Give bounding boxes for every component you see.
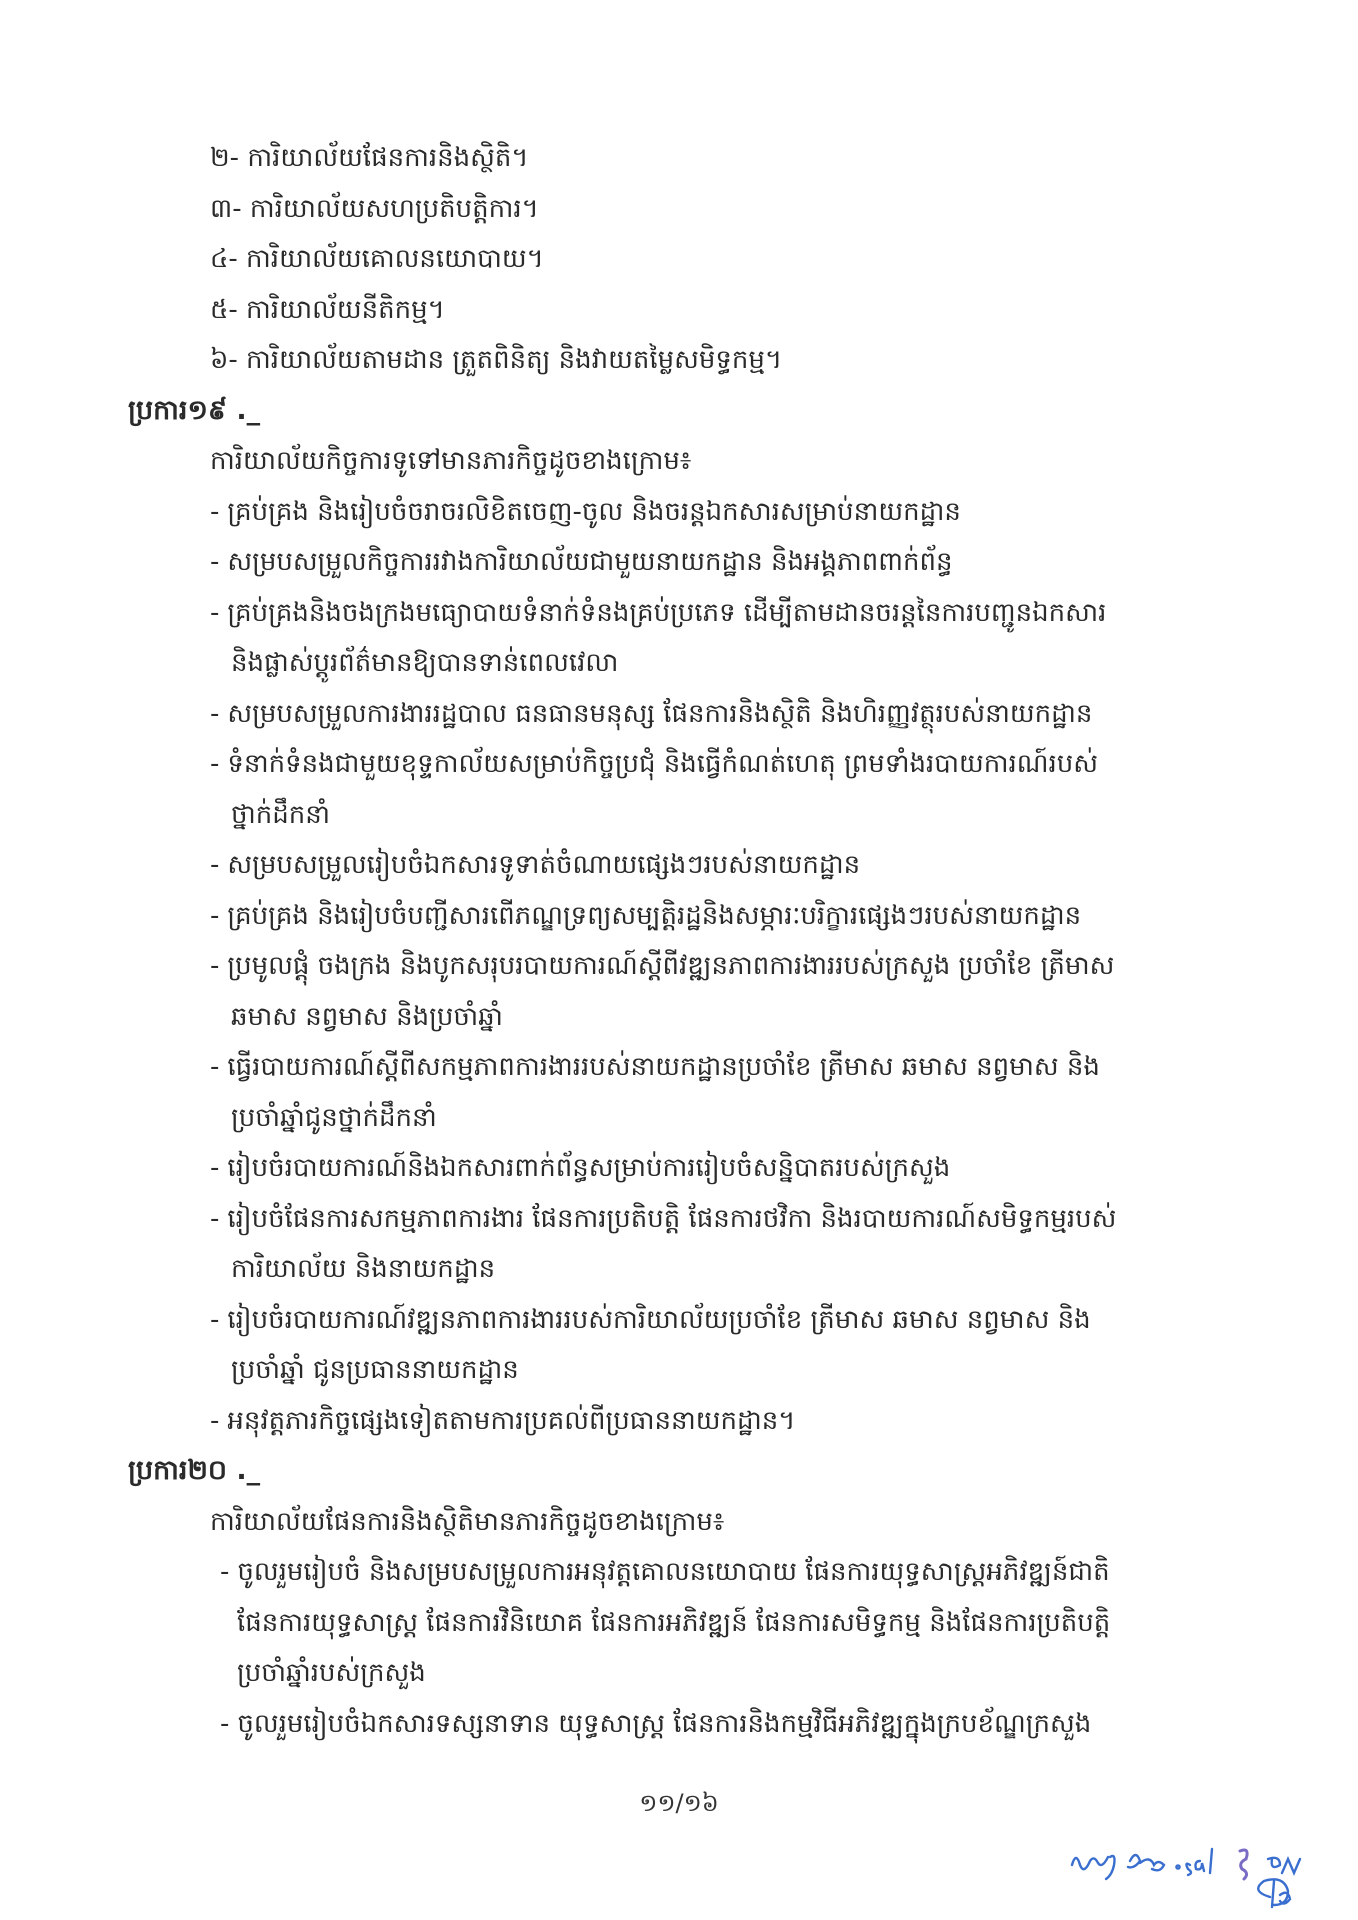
list-item-continuation [0, 638, 1358, 689]
article-intro [0, 1497, 1358, 1548]
list-item-continuation-text: ប្រចាំឆ្នាំរបស់ក្រសួង [237, 1658, 426, 1688]
list-item-continuation-text: ឆមាស នព្វមាស និងប្រចាំឆ្នាំ [231, 1001, 503, 1032]
list-item-continuation [0, 790, 1358, 841]
list-item-continuation-text: និងផ្លាស់ប្តូរព័ត៌មានឱ្យបានទាន់ពេលវេលា [231, 648, 619, 678]
list-item [0, 588, 1358, 639]
list-item-continuation-text: ផែនការយុទ្ធសាស្ត្រ ផែនការវិនិយោគ ផែនការអភិវឌ្ឍន៍ ផែនការសមិទ្ធកម្ម និងផែនការប្រតិបត្តិ [237, 1607, 1111, 1638]
page-number: ១១/១៦ [639, 1789, 719, 1817]
list-item [0, 1194, 1358, 1245]
list-item [0, 1396, 1358, 1447]
list-item-continuation-text: ប្រចាំឆ្នាំជូនថ្នាក់ដឹកនាំ [231, 1102, 437, 1133]
list-item-continuation [0, 1598, 1358, 1649]
list-item [0, 487, 1358, 538]
article-heading [0, 386, 1358, 437]
list-item [0, 1143, 1358, 1194]
list-item-continuation [0, 1093, 1358, 1144]
bullet-marker: - [220, 1557, 230, 1587]
numbered-item [0, 234, 1358, 285]
list-item [0, 1699, 1358, 1750]
bullet-marker: - [210, 850, 220, 880]
bullet-marker: - [210, 597, 220, 628]
list-item [0, 739, 1358, 790]
list-item [0, 840, 1358, 891]
list-item [0, 891, 1358, 942]
list-item [0, 1295, 1358, 1346]
list-item [0, 1547, 1358, 1598]
article-intro [0, 436, 1358, 487]
numbered-item-text: ៤- ការិយាល័យគោលនយោបាយ។ [210, 244, 544, 274]
list-item-text: ប្រមូលផ្តុំ ចងក្រង និងបូកសរុបរបាយការណ៍ស្តីពីវឌ្ឍនភាពការងាររបស់ក្រសួង ប្រចាំខែ ត្រីមាស [227, 951, 1115, 981]
document-body [0, 133, 1358, 1749]
bullet-marker: - [210, 698, 220, 729]
list-item [0, 537, 1358, 588]
list-item-text: រៀបចំរបាយការណ៍និងឯកសារពាក់ព័ន្ធសម្រាប់ការរៀបចំសន្និបាតរបស់ក្រសួង [227, 1153, 951, 1183]
bullet-marker: - [210, 951, 220, 981]
list-item-text: អនុវត្តភារកិច្ចផ្សេងទៀតតាមការប្រគល់ពីប្រធាននាយកដ្ឋាន។ [227, 1405, 796, 1436]
numbered-item-text: ២- ការិយាល័យផែនការនិងស្ថិតិ។ [210, 143, 529, 173]
list-item-continuation-text: ប្រចាំឆ្នាំ ជូនប្រធាននាយកដ្ឋាន [231, 1355, 519, 1385]
bullet-marker: - [210, 1052, 220, 1082]
list-item-continuation [0, 1244, 1358, 1295]
list-item-continuation [0, 1345, 1358, 1396]
list-item-text: គ្រប់គ្រងនិងចងក្រងមធ្យោបាយទំនាក់ទំនងគ្រប់ប្រភេទ ដើម្បីតាមដានចរន្តនៃការបញ្ជូនឯកសារ [227, 597, 1107, 628]
list-item-text: គ្រប់គ្រង និងរៀបចំបញ្ជីសារពើភណ្ឌទ្រព្យសម្បត្តិរដ្ឋនិងសម្ភារៈបរិក្ខារផ្សេងៗរបស់នាយកដ្ឋាន [227, 900, 1082, 931]
list-item-text: ចូលរួមរៀបចំ និងសម្របសម្រួលការអនុវត្តគោលនយោបាយ ផែនការយុទ្ធសាស្ត្រអភិវឌ្ឍន៍ជាតិ [237, 1557, 1110, 1587]
list-item-continuation-text: ថ្នាក់ដឹកនាំ [231, 799, 331, 830]
list-item-text: គ្រប់គ្រង និងរៀបចំចរាចរលិខិតចេញ-ចូល និងចរន្តឯកសារសម្រាប់នាយកដ្ឋាន [227, 496, 961, 527]
bullet-marker: - [210, 1203, 220, 1234]
list-item-text: សម្របសម្រួលរៀបចំឯកសារទូទាត់ចំណាយផ្សេងៗរបស់នាយកដ្ឋាន [227, 850, 861, 880]
numbered-item [0, 335, 1358, 386]
article-heading-text: ប្រការ២០ ._ [128, 1455, 261, 1486]
list-item-continuation [0, 1648, 1358, 1699]
bullet-marker: - [220, 1708, 230, 1739]
bullet-marker: - [210, 749, 220, 779]
numbered-item [0, 133, 1358, 184]
numbered-item-text: ៣- ការិយាល័យសហប្រតិបត្តិការ។ [210, 193, 539, 224]
bullet-marker: - [210, 900, 220, 931]
bullet-marker: - [210, 496, 220, 527]
numbered-item-text: ៥- ការិយាល័យនីតិកម្ម។ [210, 294, 445, 325]
list-item-text: សម្របសម្រួលការងាររដ្ឋបាល ធនធានមនុស្ស ផែនការនិងស្ថិតិ និងហិរញ្ញវត្ថុរបស់នាយកដ្ឋាន [227, 698, 1093, 729]
list-item-text: រៀបចំរបាយការណ៍វឌ្ឍនភាពការងាររបស់ការិយាល័យប្រចាំខែ ត្រីមាស ឆមាស នព្វមាស និង [227, 1304, 1091, 1335]
list-item [0, 689, 1358, 740]
bullet-marker: - [210, 1405, 220, 1436]
bullet-marker: - [210, 547, 220, 577]
bullet-marker: - [210, 1153, 220, 1183]
article-heading-text: ប្រការ១៩ ._ [128, 394, 261, 426]
handwritten-signature [1060, 1835, 1350, 1920]
list-item-text: ចូលរួមរៀបចំឯកសារទស្សនាទាន យុទ្ធសាស្ត្រ ផែនការនិងកម្មវិធីអភិវឌ្ឍក្នុងក្របខ័ណ្ឌក្រសួង [237, 1708, 1092, 1739]
list-item-text: ទំនាក់ទំនងជាមួយខុទ្ទកាល័យសម្រាប់កិច្ចប្រជុំ និងធ្វើកំណត់ហេតុ ព្រមទាំងរបាយការណ៍របស់ [227, 749, 1099, 779]
list-item-text: រៀបចំផែនការសកម្មភាពការងារ ផែនការប្រតិបត្តិ ផែនការថវិកា និងរបាយការណ៍សមិទ្ធកម្មរបស់ [227, 1203, 1117, 1234]
list-item-text: សម្របសម្រួលកិច្ចការរវាងការិយាល័យជាមួយនាយកដ្ឋាន និងអង្គភាពពាក់ព័ន្ធ [227, 547, 953, 577]
list-item [0, 1042, 1358, 1093]
list-item-continuation [0, 992, 1358, 1043]
article-intro-text: ការិយាល័យផែនការនិងស្ថិតិមានភារកិច្ចដូចខាងក្រោម៖ [210, 1506, 725, 1537]
list-item-text: ធ្វើរបាយការណ៍ស្តីពីសកម្មភាពការងាររបស់នាយកដ្ឋានប្រចាំខែ ត្រីមាស ឆមាស នព្វមាស និង [227, 1052, 1100, 1082]
list-item-continuation-text: ការិយាល័យ និងនាយកដ្ឋាន [231, 1254, 496, 1284]
numbered-item-text: ៦- ការិយាល័យតាមដាន ត្រួតពិនិត្យ និងវាយតម្លៃសមិទ្ធកម្ម។ [210, 345, 783, 375]
article-heading [0, 1446, 1358, 1497]
bullet-marker: - [210, 1304, 220, 1335]
list-item [0, 941, 1358, 992]
numbered-item [0, 285, 1358, 336]
numbered-item [0, 184, 1358, 235]
article-intro-text: ការិយាល័យកិច្ចការទូទៅមានភារកិច្ចដូចខាងក្រោម៖ [210, 446, 692, 476]
